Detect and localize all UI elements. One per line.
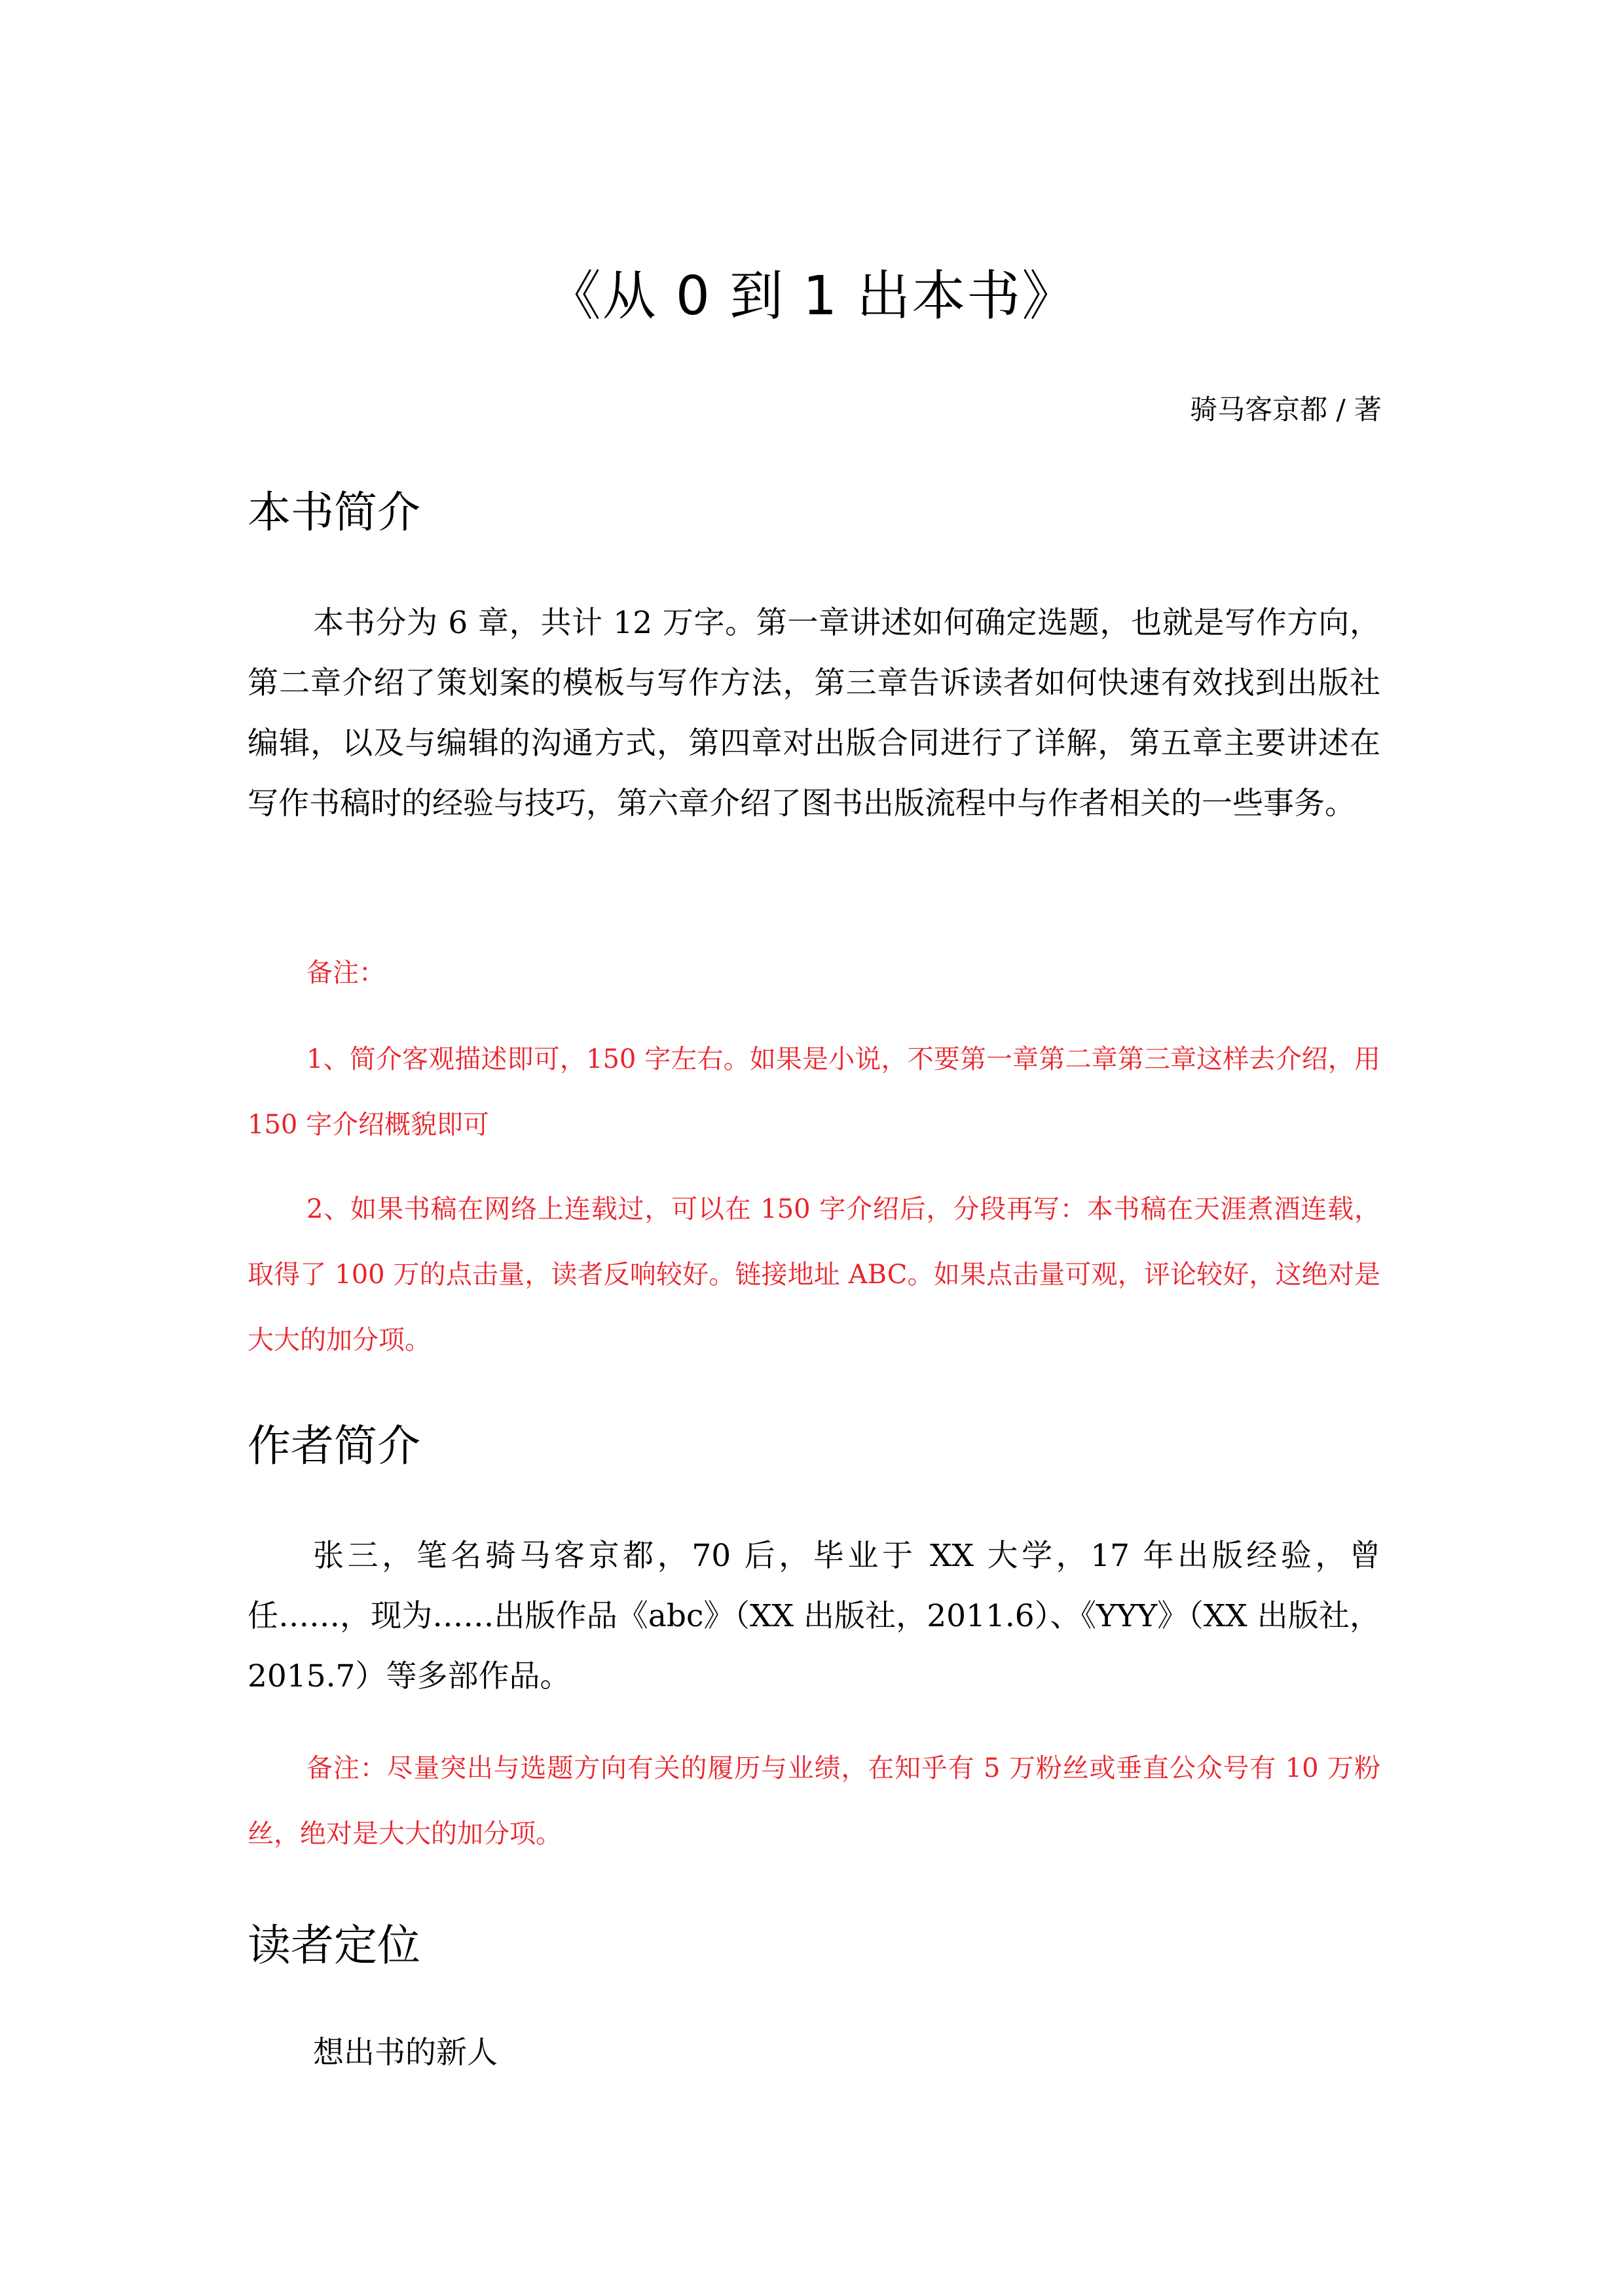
note-label: 备注： (306, 958, 385, 988)
section-heading-book-intro: 本书简介 (248, 487, 420, 538)
reader-positioning-body: 想出书的新人 (313, 2035, 498, 2071)
author-intro-note: 备注：尽量突出与选题方向有关的履历与业绩，在知乎有 5 万粉丝或垂直公众号有 10 万粉丝，绝对是大大的加分项。 (248, 1753, 1380, 1849)
book-intro-note-item-1: 1、简介客观描述即可，150 字左右。如果是小说，不要第一章第二章第三章这样去介绍，用 150 字介绍概貌即可 (248, 1044, 1380, 1140)
author-line: 骑马客京都 / 著 (1190, 393, 1382, 426)
book-intro-note-label (248, 940, 1380, 1006)
section-heading-reader-positioning: 读者定位 (248, 1920, 420, 1971)
section-heading-author-intro: 作者简介 (248, 1421, 420, 1471)
book-intro-note-item-2: 2、如果书稿在网络上连载过，可以在 150 字介绍后，分段再写：本书稿在天涯煮酒连载，取得了 100 万的点击量，读者反响较好。链接地址 ABC。如果点击量可观，评论较好，这绝对是大大的加分项。 (248, 1194, 1380, 1355)
author-intro-body: 张三，笔名骑马客京都，70 后，毕业于 XX 大学，17 年出版经验，曾任……，现为……出版作品《abc》（XX 出版社，2011.6）、《YYY》（XX 出版社，2015.7）等多部作品。 (248, 1538, 1380, 1694)
book-intro-body: 本书分为 6 章，共计 12 万字。第一章讲述如何确定选题，也就是写作方向，第二章介绍了策划案的模板与写作方法，第三章告诉读者如何快速有效找到出版社编辑，以及与编辑的沟通方式，第四章对出版合同进行了详解，第五章主要讲述在写作书稿时的经验与技巧，第六章介绍了图书出版流程中与作者相关的一些事务。 (248, 605, 1380, 822)
document-title: 《从 0 到 1 出本书》 (547, 265, 1077, 327)
